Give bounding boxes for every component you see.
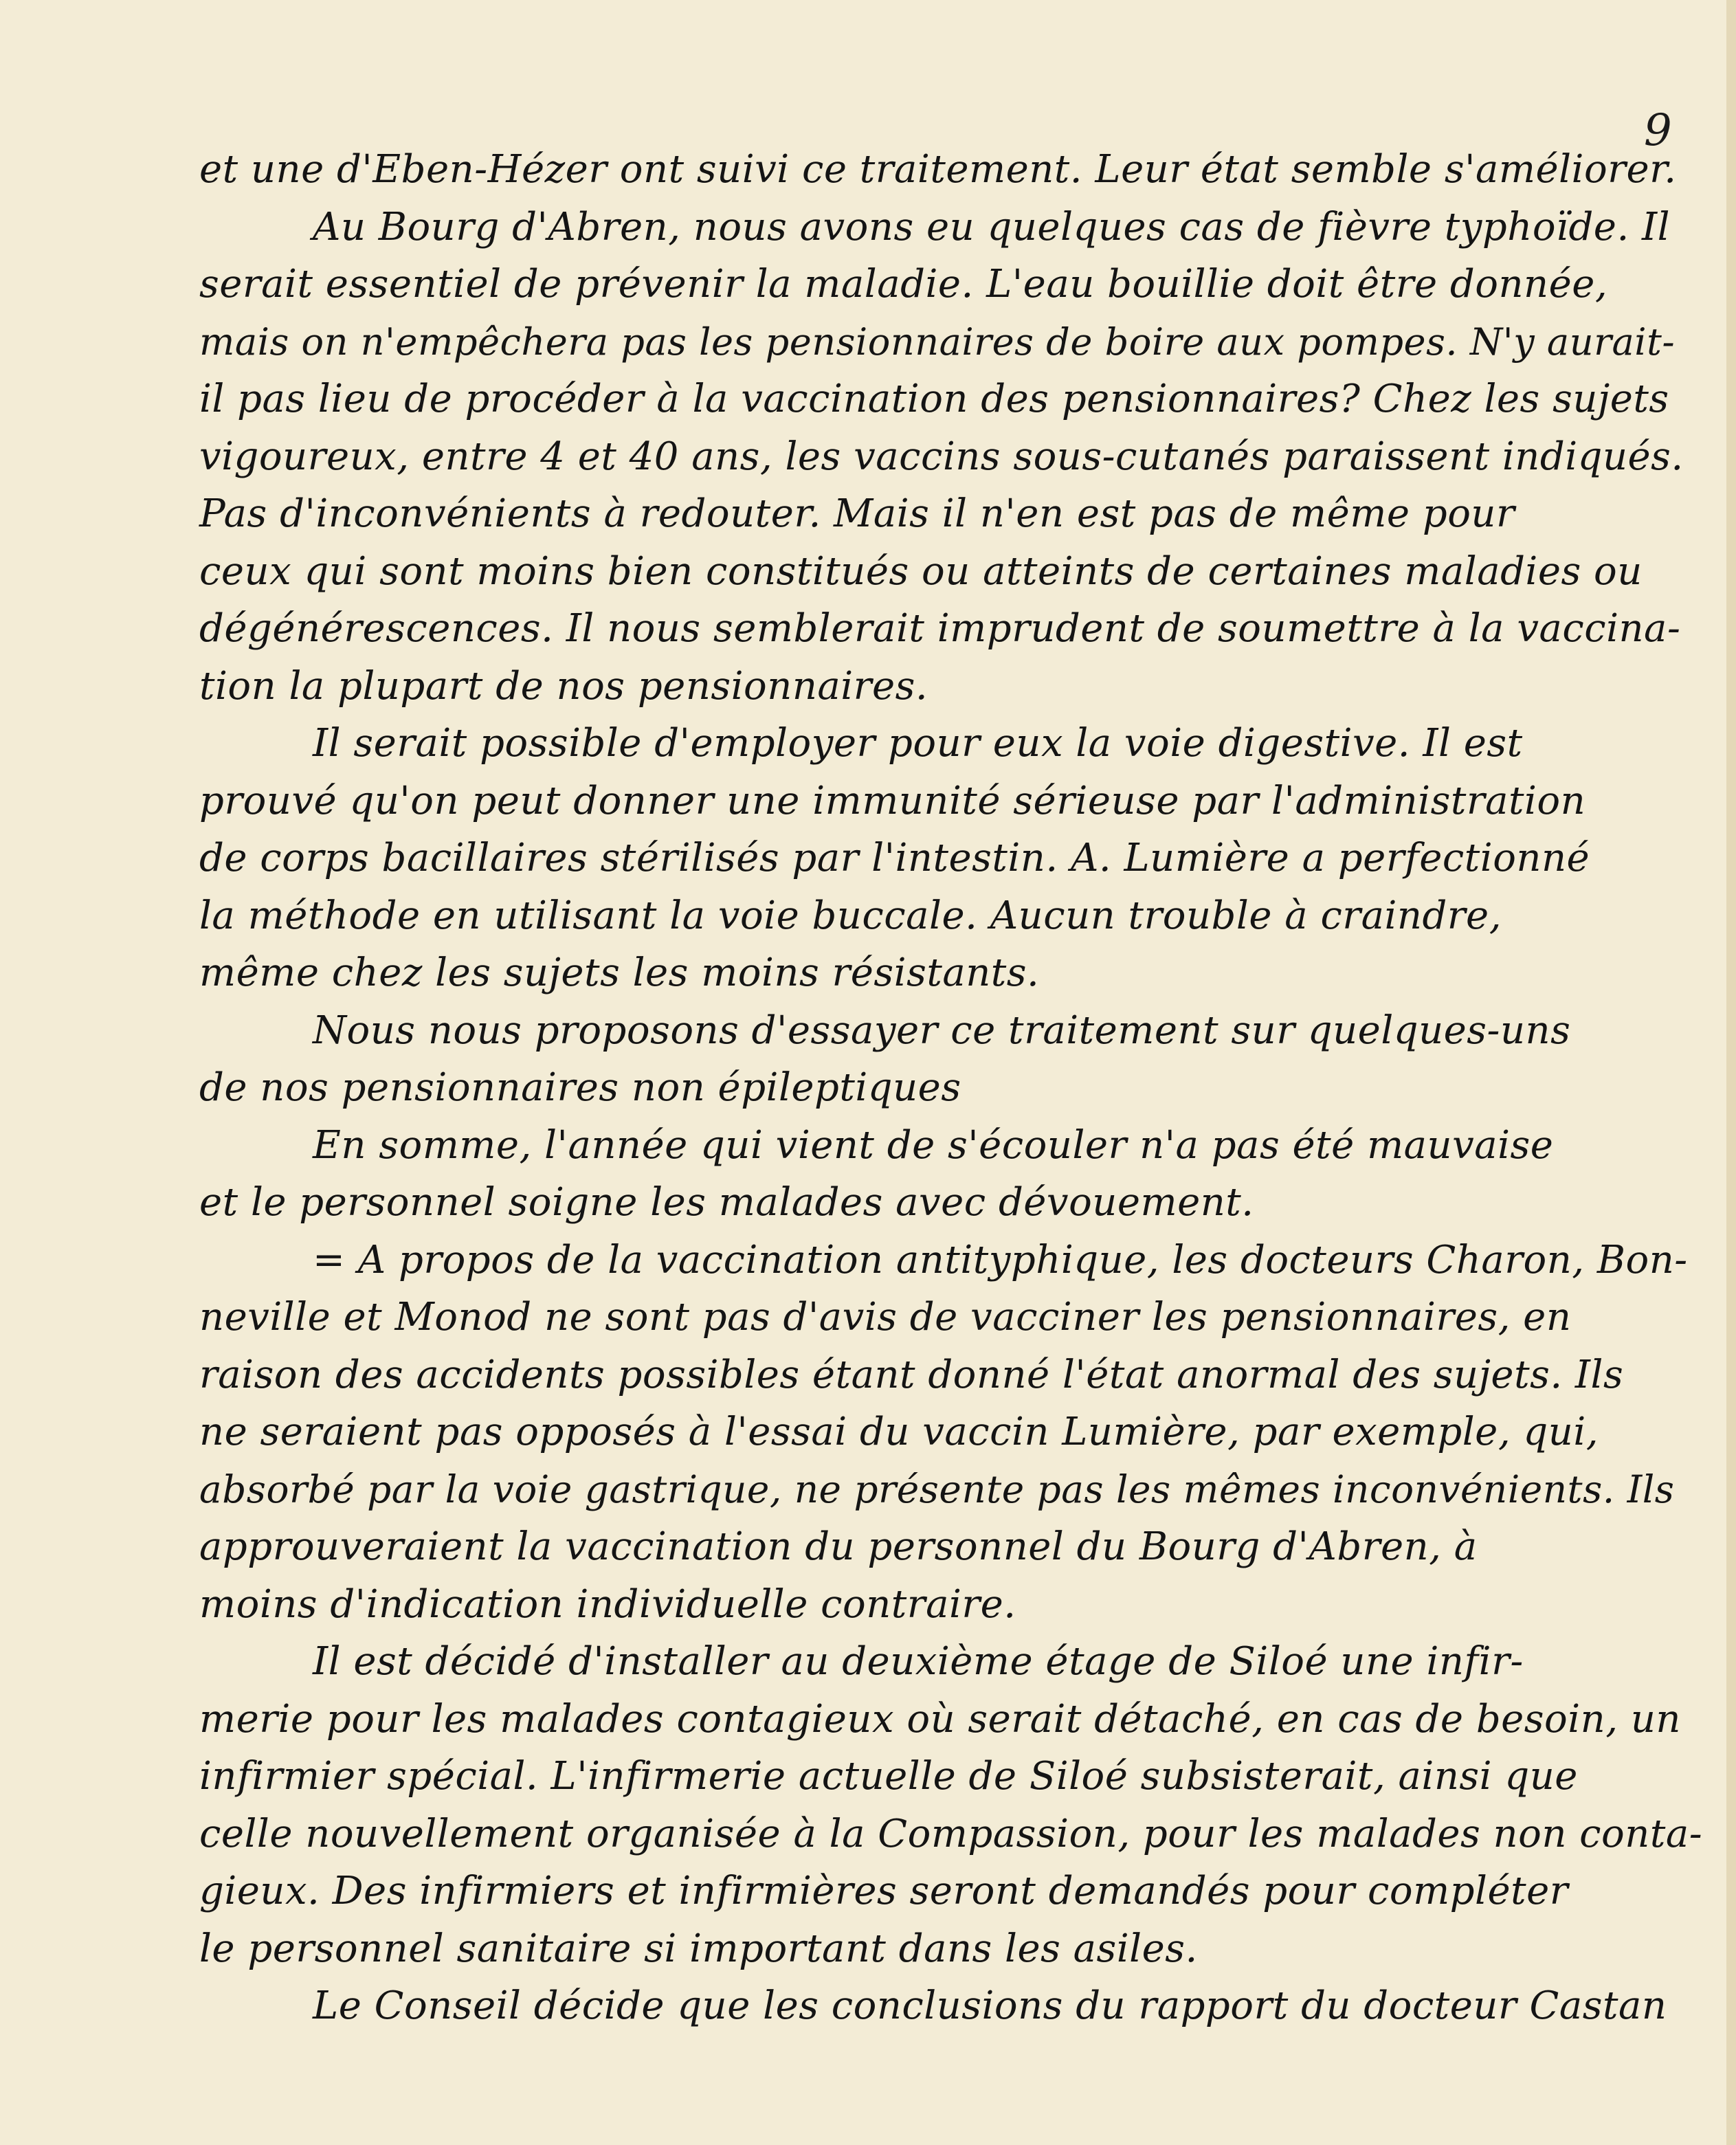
text-line: Il serait possible d'employer pour eux la voie digestive. Il est	[313, 721, 1523, 766]
text-line: ne seraient pas opposés à l'essai du vaccin Lumière, par exemple, qui,	[199, 1410, 1599, 1454]
text-line: de corps bacillaires stérilisés par l'intestin. A. Lumière a perfectionné	[199, 836, 1590, 880]
text-line: la méthode en utilisant la voie buccale. Aucun trouble à craindre,	[199, 893, 1502, 938]
text-line: ceux qui sont moins bien constitués ou atteints de certaines maladies ou	[199, 548, 1643, 594]
text-line: Pas d'inconvénients à redouter. Mais il n'en est pas de même pour	[199, 491, 1515, 536]
text-line: Le Conseil décide que les conclusions du rapport du docteur Castan	[313, 1983, 1667, 2028]
text-line: prouvé qu'on peut donner une immunité sérieuse par l'administration	[199, 778, 1586, 823]
text-line: tion la plupart de nos pensionnaires.	[199, 663, 928, 709]
text-line: approuveraient la vaccination du personnel du Bourg d'Abren, à	[199, 1524, 1478, 1569]
text-line: dégénérescences. Il nous semblerait imprudent de soumettre à la vaccina-	[199, 606, 1681, 651]
text-line: et le personnel soigne les malades avec dévouement.	[199, 1180, 1254, 1225]
text-line: absorbé par la voie gastrique, ne présente pas les mêmes inconvénients. Ils	[199, 1467, 1675, 1511]
text-line: merie pour les malades contagieux où serait détaché, en cas de besoin, un	[199, 1696, 1681, 1742]
text-line: même chez les sujets les moins résistants.	[199, 951, 1040, 995]
text-line: celle nouvellement organisée à la Compassion, pour les malades non conta-	[199, 1811, 1703, 1856]
text-line: raison des accidents possibles étant donné l'état anormal des sujets. Ils	[199, 1352, 1624, 1397]
text-line: vigoureux, entre 4 et 40 ans, les vaccins sous-cutanés paraissent indiqués.	[199, 434, 1684, 479]
page-number: 9	[1644, 105, 1672, 156]
text-line: il pas lieu de procéder à la vaccination des pensionnaires? Chez les sujets	[199, 377, 1669, 421]
text-line: de nos pensionnaires non épileptiques	[199, 1065, 961, 1110]
text-line: = A propos de la vaccination antityphique, les docteurs Charon, Bon-	[313, 1237, 1688, 1282]
text-line: le personnel sanitaire si important dans les asiles.	[199, 1926, 1198, 1971]
text-line: neville et Monod ne sont pas d'avis de vacciner les pensionnaires, en	[199, 1295, 1572, 1340]
text-line: Nous nous proposons d'essayer ce traitement sur quelques-uns	[313, 1008, 1571, 1053]
text-line: En somme, l'année qui vient de s'écouler n'a pas été mauvaise	[313, 1122, 1554, 1168]
text-line: serait essentiel de prévenir la maladie. L'eau bouillie doit être donnée,	[199, 262, 1608, 307]
page-edge	[1726, 0, 1736, 2145]
text-line: moins d'indication individuelle contraire.	[199, 1581, 1016, 1627]
text-line: mais on n'empêchera pas les pensionnaires de boire aux pompes. N'y aurait-	[199, 320, 1676, 364]
text-line: Au Bourg d'Abren, nous avons eu quelques cas de fièvre typhoïde. Il	[313, 204, 1671, 249]
text-line: et une d'Eben-Hézer ont suivi ce traitement. Leur état semble s'améliorer.	[199, 147, 1677, 192]
handwritten-body	[199, 141, 1704, 2035]
text-line: gieux. Des infirmiers et infirmières seront demandés pour compléter	[199, 1869, 1568, 1913]
text-line: Il est décidé d'installer au deuxième étage de Siloé une infir-	[313, 1639, 1524, 1684]
text-line: infirmier spécial. L'infirmerie actuelle de Siloé subsisterait, ainsi que	[199, 1754, 1578, 1799]
